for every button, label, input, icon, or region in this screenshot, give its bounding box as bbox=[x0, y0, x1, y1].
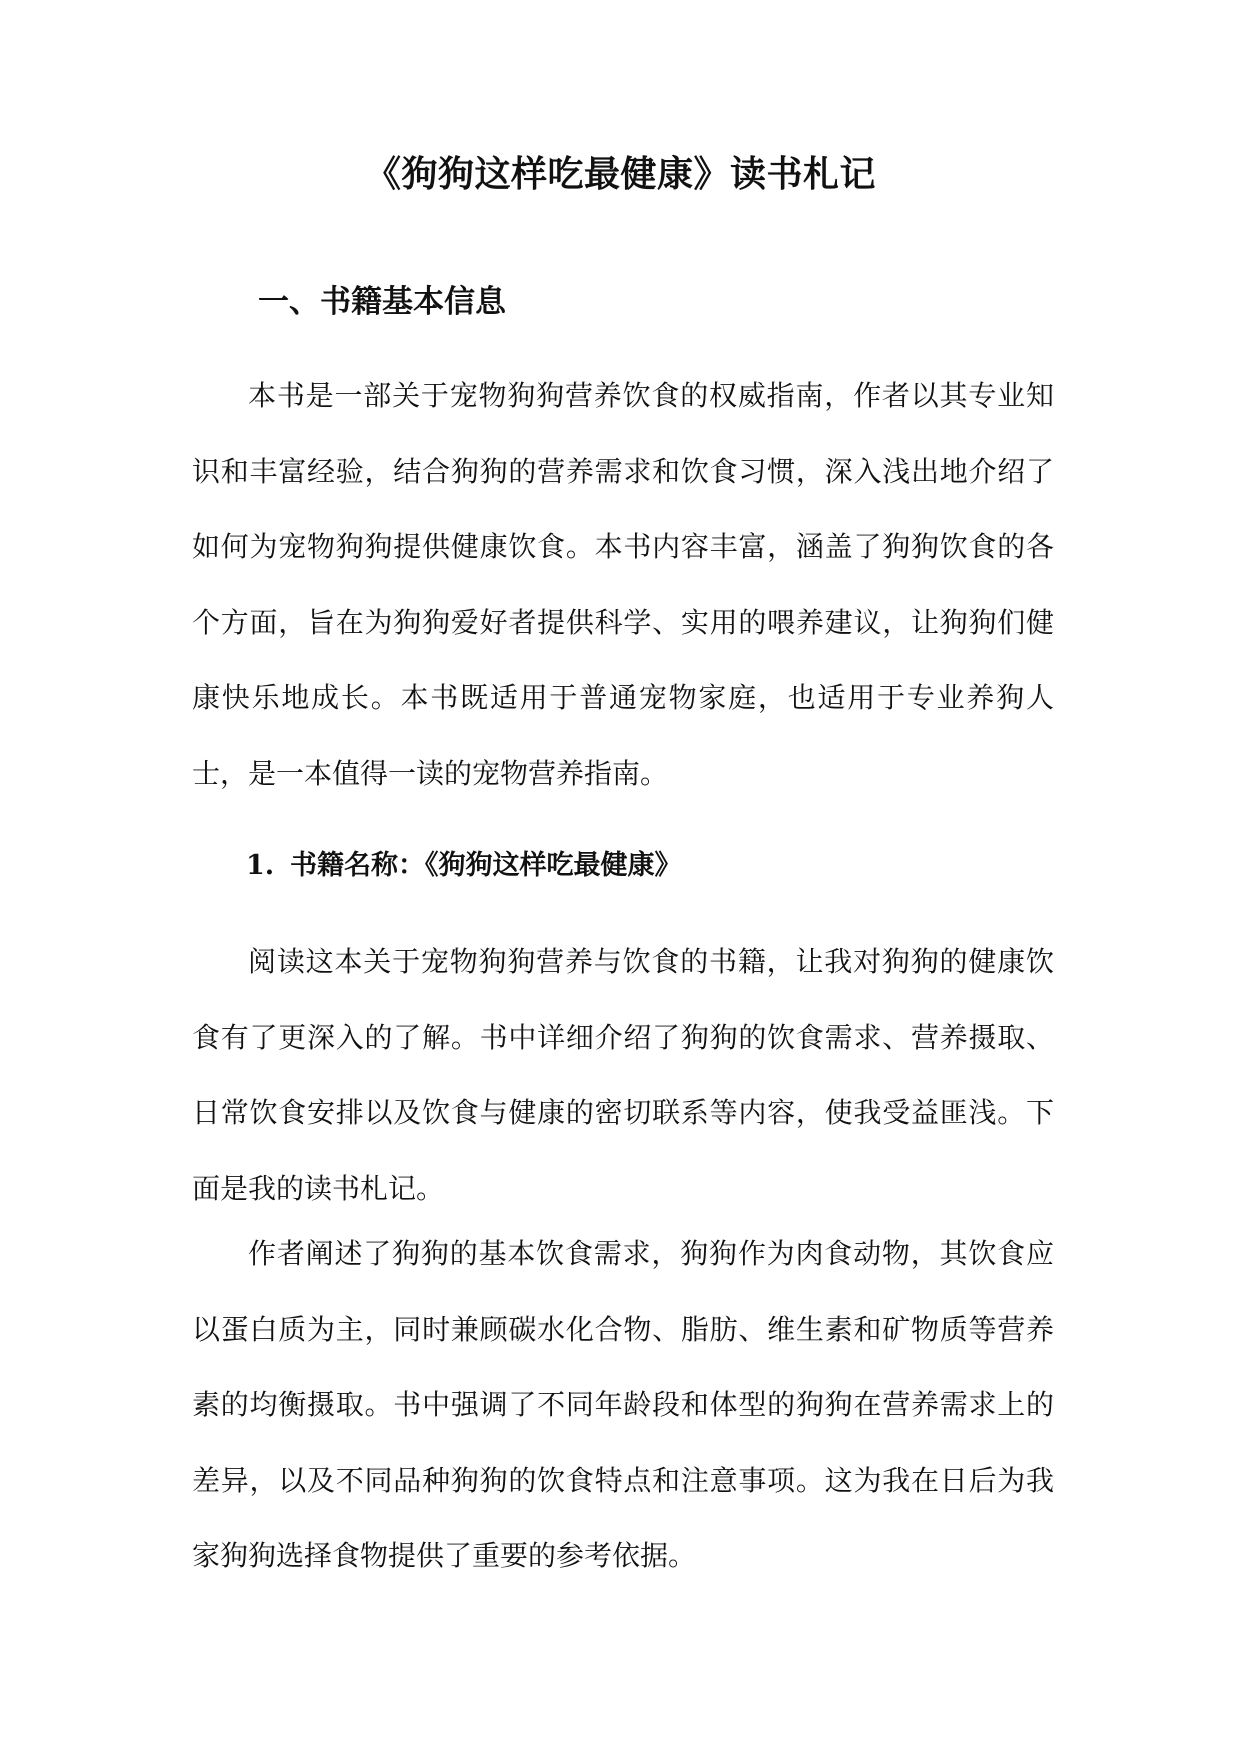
paragraph: 阅读这本关于宠物狗狗营养与饮食的书籍，让我对狗狗的健康饮食有了更深入的了解。书中详细介绍了狗狗的饮食需求、营养摄取、日常饮食安排以及饮食与健康的密切联系等内容，使我受益匪浅。下面是我的读书札记。 bbox=[192, 945, 1054, 1205]
paragraph: 作者阐述了狗狗的基本饮食需求，狗狗作为肉食动物，其饮食应以蛋白质为主，同时兼顾碳水化合物、脂肪、维生素和矿物质等营养素的均衡摄取。书中强调了不同年龄段和体型的狗狗在营养需求上的差异，以及不同品种狗狗的饮食特点和注意事项。这为我在日后为我家狗狗选择食物提供了重要的参考依据。 bbox=[192, 1237, 1054, 1572]
subsection-number: 1. bbox=[246, 850, 275, 881]
subsection-title: 书籍名称：《狗狗这样吃最健康》 bbox=[290, 850, 682, 881]
paragraph: 本书是一部关于宠物狗狗营养饮食的权威指南，作者以其专业知识和丰富经验，结合狗狗的营养需求和饮食习惯，深入浅出地介绍了如何为宠物狗狗提供健康饮食。本书内容丰富，涵盖了狗狗饮食的各个方面，旨在为狗狗爱好者提供科学、实用的喂养建议，让狗狗们健康快乐地成长。本书既适用于普通宠物家庭，也适用于专业养狗人士，是一本值得一读的宠物营养指南。 bbox=[192, 379, 1054, 790]
section-heading: 一、书籍基本信息 bbox=[258, 284, 506, 320]
document-title: 《狗狗这样吃最健康》读书札记 bbox=[364, 153, 876, 195]
subsection-heading bbox=[246, 846, 682, 886]
